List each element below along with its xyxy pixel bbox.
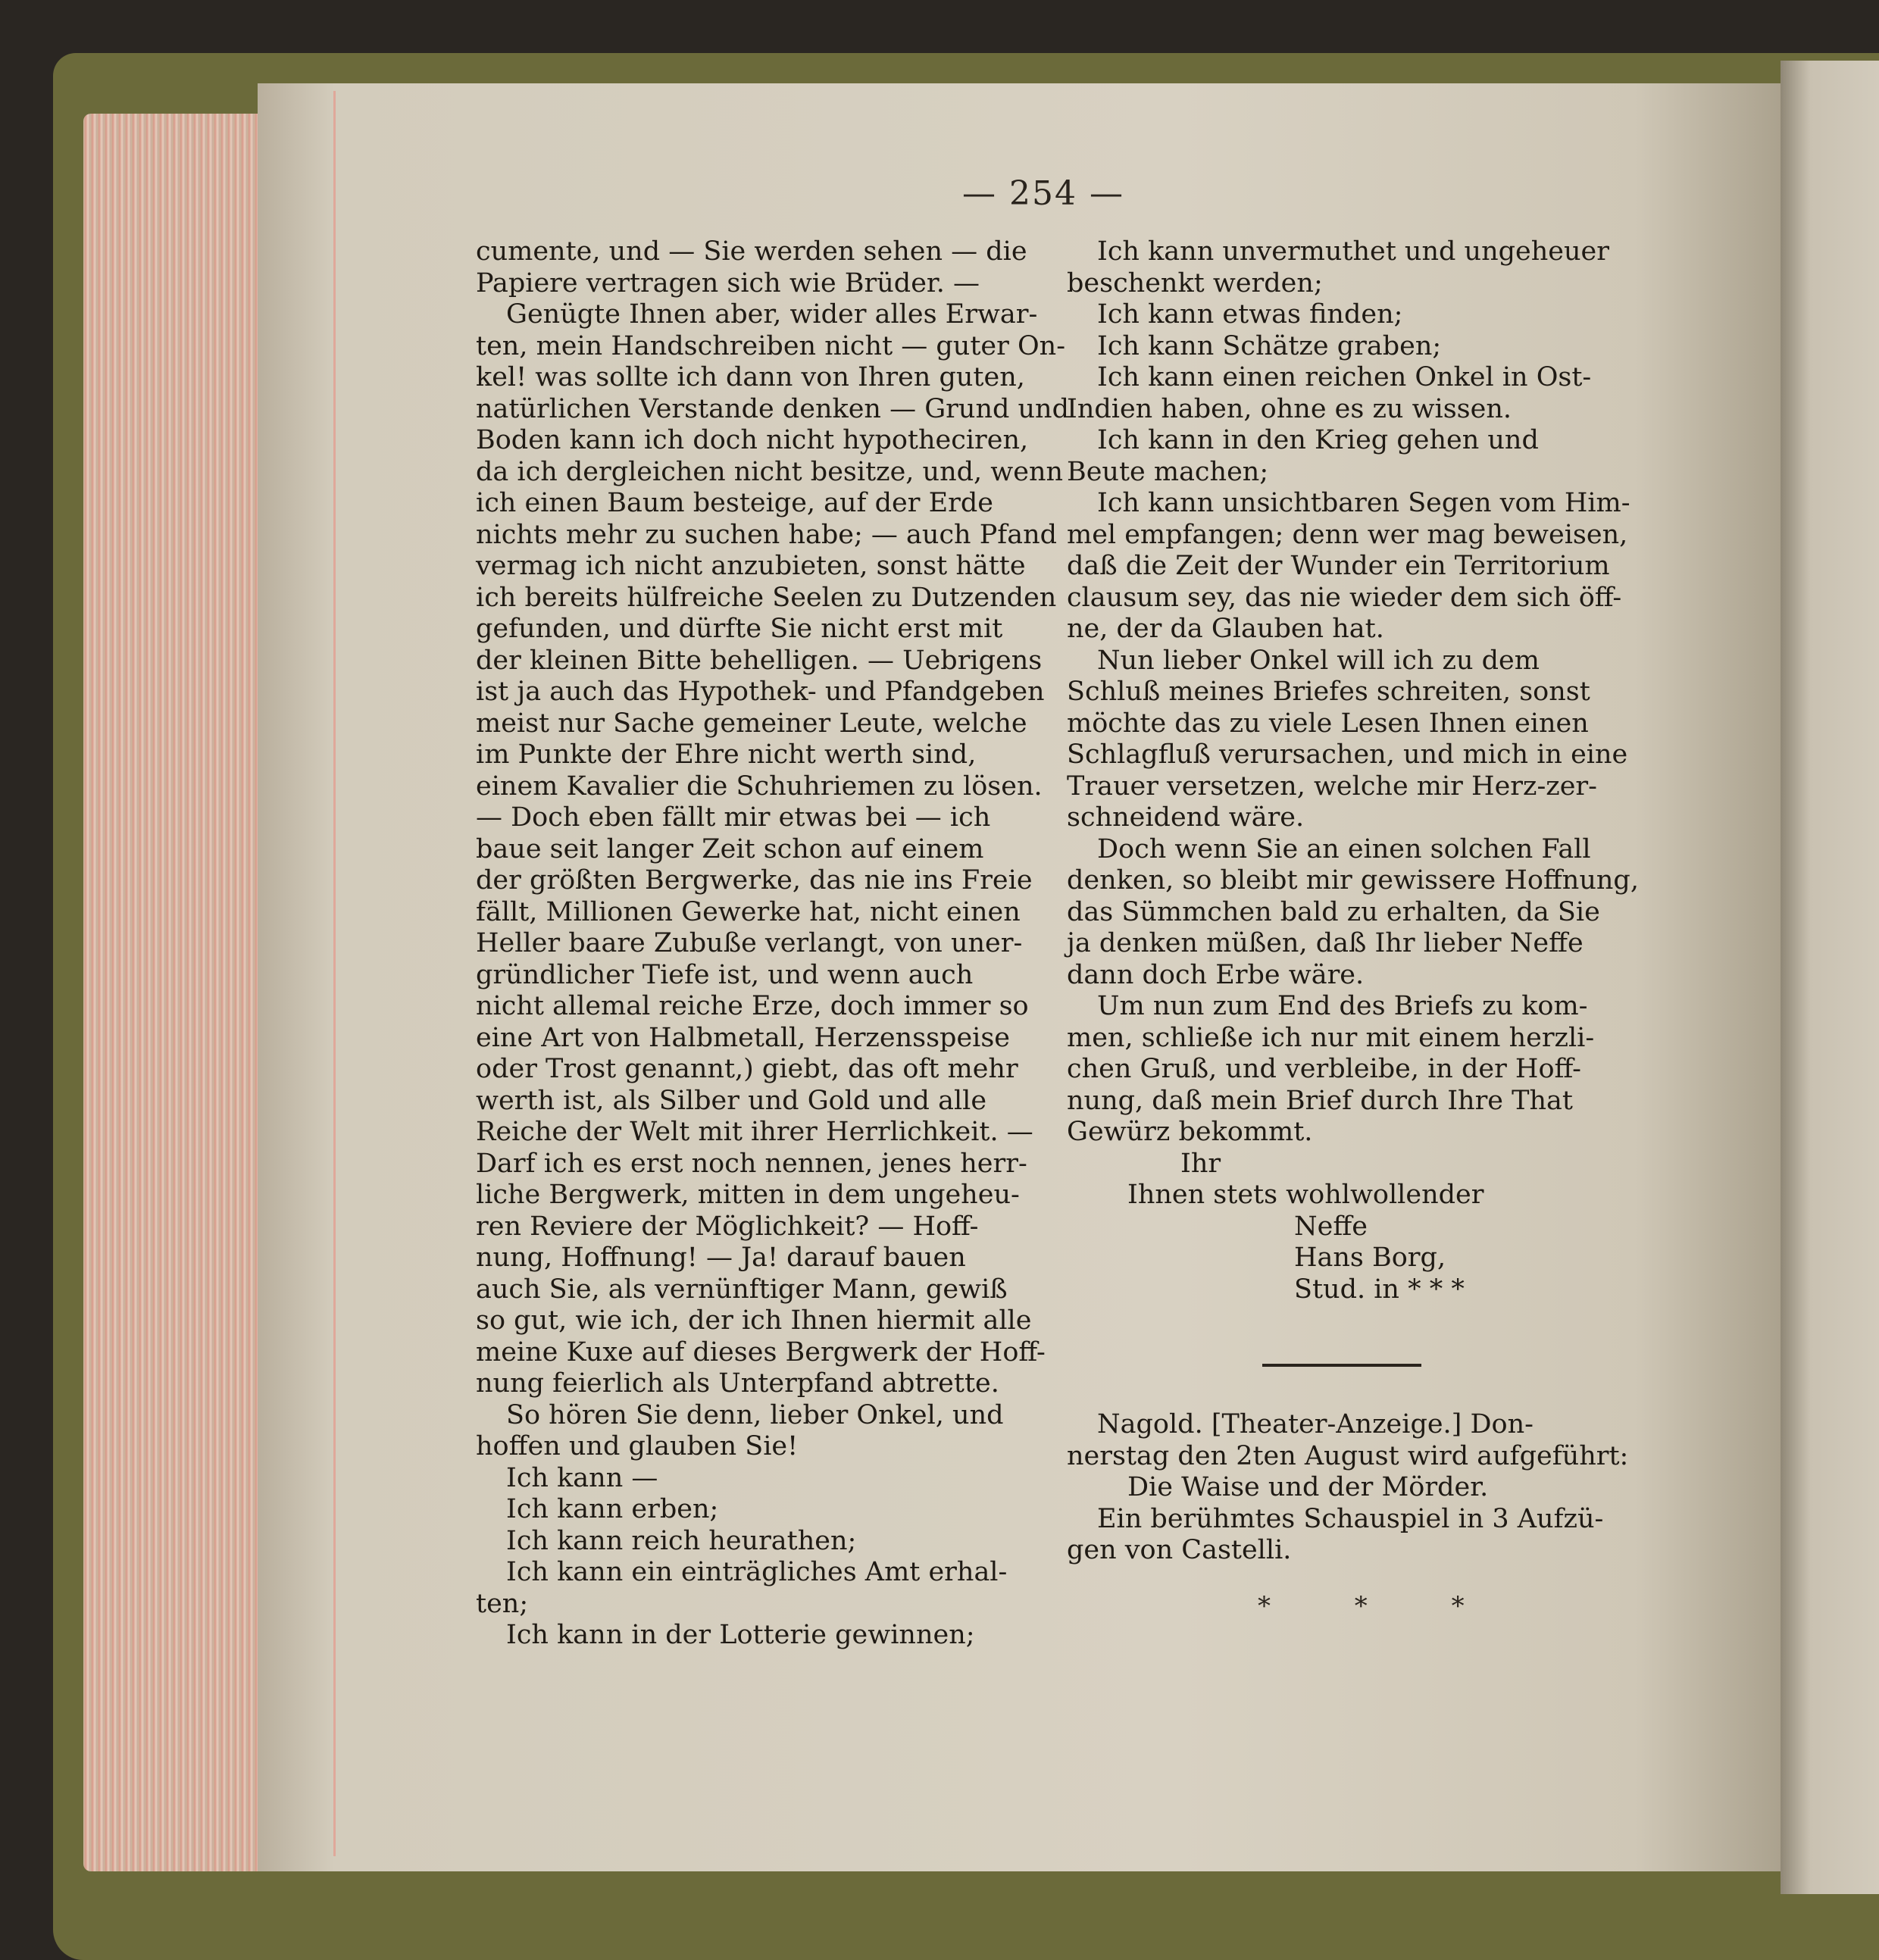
text-line: meine Kuxe auf dieses Bergwerk der Hoff-	[476, 1336, 1046, 1368]
text-line: werth ist, als Silber und Gold und alle	[476, 1085, 987, 1116]
text-line: gen von Castelli.	[1067, 1535, 1292, 1565]
text-line: Ich kann reich heurathen;	[506, 1525, 857, 1556]
text-line: Ich kann ein einträgliches Amt erhal-	[506, 1557, 1008, 1587]
text-line: chen Gruß, und verbleibe, in der Hoff-	[1067, 1054, 1581, 1084]
signature-line: Neffe	[1294, 1211, 1368, 1242]
margin-rule	[333, 91, 336, 1856]
text-line: ich bereits hülfreiche Seelen zu Dutzenden	[476, 582, 1057, 613]
text-line: men, schließe ich nur mit einem herzli-	[1067, 1022, 1595, 1053]
text-line: Ich kann in den Krieg gehen und	[1097, 425, 1539, 455]
text-line: clausum sey, das nie wieder dem sich öff-	[1067, 582, 1622, 613]
text-line: Ich kann einen reichen Onkel in Ost-	[1097, 362, 1592, 392]
text-line: nung, Hoffnung! — Ja! darauf bauen	[476, 1243, 966, 1273]
text-line: mel empfangen; denn wer mag beweisen,	[1067, 519, 1628, 550]
text-line: daß die Zeit der Wunder ein Territorium	[1067, 551, 1610, 581]
text-line: baue seit langer Zeit schon auf einem	[476, 833, 984, 864]
text-line: kel! was sollte ich dann von Ihren guten,	[476, 362, 1025, 392]
text-line: vermag ich nicht anzubieten, sonst hätte	[476, 551, 1026, 581]
text-line: Heller baare Zubuße verlangt, von uner-	[476, 928, 1023, 958]
text-line: Ein berühmtes Schauspiel in 3 Aufzü-	[1097, 1503, 1604, 1534]
text-line: das Sümmchen bald zu erhalten, da Sie	[1067, 896, 1600, 927]
next-page-edge	[1781, 61, 1879, 1894]
text-line: Trauer versetzen, welche mir Herz-zer-	[1067, 771, 1597, 802]
text-line: nung feierlich als Unterpfand abtrette.	[476, 1368, 999, 1399]
text-line: Indien haben, ohne es zu wissen.	[1067, 393, 1512, 424]
text-line: auch Sie, als vernünftiger Mann, gewiß	[476, 1274, 1008, 1305]
text-line: liche Bergwerk, mitten in dem ungeheu-	[476, 1180, 1020, 1210]
separator-line	[1262, 1364, 1421, 1367]
text-line: gefunden, und dürfte Sie nicht erst mit	[476, 614, 1003, 644]
text-line: Um nun zum End des Briefs zu kom-	[1097, 991, 1588, 1021]
text-line: ist ja auch das Hypothek- und Pfandgeben	[476, 677, 1045, 707]
text-line: möchte das zu viele Lesen Ihnen einen	[1067, 708, 1589, 739]
signature-line: Ihnen stets wohlwollender	[1127, 1180, 1484, 1210]
text-line: Genügte Ihnen aber, wider alles Erwar-	[506, 299, 1038, 330]
text-line: oder Trost genannt,) giebt, das oft mehr	[476, 1054, 1018, 1084]
signature-line: Ihr	[1180, 1148, 1221, 1179]
text-line: Ich kann Schätze graben;	[1097, 330, 1442, 361]
text-line: Die Waise und der Mörder.	[1127, 1472, 1489, 1502]
right-column	[1067, 236, 1643, 1305]
text-line: Ich kann —	[506, 1462, 658, 1493]
text-line: gründlicher Tiefe ist, und wenn auch	[476, 959, 974, 990]
text-line: Ich kann erben;	[506, 1494, 719, 1524]
text-line: Reiche der Welt mit ihrer Herrlichkeit. —	[476, 1117, 1033, 1147]
text-line: Ich kann unvermuthet und ungeheuer	[1097, 236, 1609, 267]
text-line: Boden kann ich doch nicht hypotheciren,	[476, 425, 1029, 455]
text-line: der größten Bergwerke, das nie ins Freie	[476, 865, 1033, 896]
text-line: Schluß meines Briefes schreiten, sonst	[1067, 677, 1590, 707]
closing-stars: * * *	[1258, 1591, 1502, 1621]
text-line: so gut, wie ich, der ich Ihnen hiermit alle	[476, 1305, 1032, 1336]
text-line: meist nur Sache gemeiner Leute, welche	[476, 708, 1027, 739]
text-line: Doch wenn Sie an einen solchen Fall	[1097, 833, 1591, 864]
text-line: nichts mehr zu suchen habe; — auch Pfand	[476, 519, 1058, 550]
text-line: nicht allemal reiche Erze, doch immer so	[476, 991, 1029, 1021]
text-line: ich einen Baum besteige, auf der Erde	[476, 488, 994, 518]
text-line: Ich kann etwas finden;	[1097, 299, 1403, 330]
text-line: Nagold. [Theater-Anzeige.] Don-	[1097, 1409, 1534, 1440]
text-line: ne, der da Glauben hat.	[1067, 614, 1384, 644]
text-line: im Punkte der Ehre nicht werth sind,	[476, 739, 977, 770]
text-line: natürlichen Verstande denken — Grund und	[476, 393, 1070, 424]
text-line: ten;	[476, 1588, 529, 1619]
text-line: Papiere vertragen sich wie Brüder. —	[476, 267, 980, 299]
signature-line: Hans Borg,	[1294, 1243, 1446, 1273]
text-line: Schlagfluß verursachen, und mich in eine	[1067, 739, 1628, 770]
text-line: schneidend wäre.	[1067, 802, 1305, 833]
text-line: dann doch Erbe wäre.	[1067, 959, 1365, 990]
text-line: nerstag den 2ten August wird aufgeführt:	[1067, 1440, 1629, 1471]
text-line: da ich dergleichen nicht besitze, und, wenn	[476, 456, 1064, 487]
text-line: So hören Sie denn, lieber Onkel, und	[506, 1399, 1004, 1430]
text-line: der kleinen Bitte behelligen. — Uebrigens	[476, 645, 1043, 676]
text-line: denken, so bleibt mir gewissere Hoffnung,	[1067, 865, 1639, 896]
text-line: cumente, und — Sie werden sehen — die	[476, 236, 1027, 267]
theater-announcement	[1067, 1409, 1643, 1567]
text-line: Ich kann unsichtbaren Segen vom Him-	[1097, 488, 1630, 518]
text-line: Darf ich es erst noch nennen, jenes herr-	[476, 1148, 1027, 1179]
text-line: ren Reviere der Möglichkeit? — Hoff-	[476, 1211, 979, 1242]
text-line: beschenkt werden;	[1067, 267, 1323, 299]
text-line: ten, mein Handschreiben nicht — guter On-	[476, 330, 1066, 361]
text-line: Beute machen;	[1067, 456, 1269, 487]
text-line: Gewürz bekommt.	[1067, 1117, 1313, 1147]
left-column	[476, 236, 1070, 1652]
text-line: einem Kavalier die Schuhriemen zu lösen.	[476, 771, 1043, 802]
text-line: — Doch eben fällt mir etwas bei — ich	[476, 802, 991, 833]
text-line: Nun lieber Onkel will ich zu dem	[1097, 645, 1540, 676]
text-line: hoffen und glauben Sie!	[476, 1431, 799, 1461]
page-number: — 254 —	[962, 174, 1124, 213]
text-line: nung, daß mein Brief durch Ihre That	[1067, 1085, 1573, 1116]
text-line: ja denken müßen, daß Ihr lieber Neffe	[1067, 928, 1584, 958]
page-edges	[83, 114, 265, 1871]
text-line: Ich kann in der Lotterie gewinnen;	[506, 1620, 975, 1650]
signature-line: Stud. in * * *	[1294, 1274, 1465, 1305]
text-line: eine Art von Halbmetall, Herzensspeise	[476, 1022, 1011, 1053]
text-line: fällt, Millionen Gewerke hat, nicht einen	[476, 896, 1021, 927]
